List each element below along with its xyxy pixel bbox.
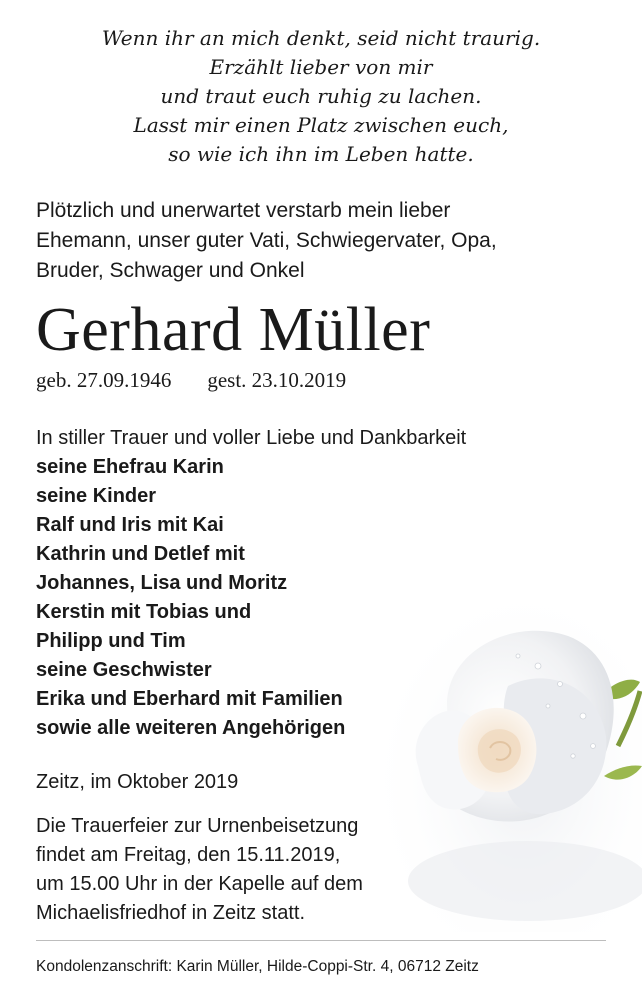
mourner-line: Kathrin und Detlef mit (36, 543, 245, 565)
condolence-address: Kondolenzanschrift: Karin Müller, Hilde-Coppi-Str. 4, 06712 Zeitz (36, 958, 479, 975)
announcement-line: Bruder, Schwager und Onkel (36, 259, 305, 282)
poem-line: Lasst mir einen Platz zwischen euch, (133, 113, 509, 137)
mourner-line: Ralf und Iris mit Kai (36, 514, 224, 536)
mourners-intro: In stiller Trauer und voller Liebe und Dankbarkeit (36, 427, 467, 449)
funeral-line: Die Trauerfeier zur Urnenbeisetzung (36, 815, 359, 837)
divider (36, 940, 606, 941)
funeral-line: um 15.00 Uhr in der Kapelle auf dem (36, 873, 363, 895)
death-date: gest. 23.10.2019 (207, 368, 347, 392)
place-and-date: Zeitz, im Oktober 2019 (36, 771, 239, 793)
mourner-line: Johannes, Lisa und Moritz (36, 572, 288, 594)
poem-line: Erzählt lieber von mir (209, 55, 433, 79)
poem-line: so wie ich ihn im Leben hatte. (168, 142, 474, 166)
mourner-line: seine Ehefrau Karin (36, 456, 224, 478)
mourners-list (36, 424, 596, 743)
poem-line: Wenn ihr an mich denkt, seid nicht traurig. (101, 26, 541, 50)
funeral-line: Michaelisfriedhof in Zeitz statt. (36, 902, 305, 924)
mourner-line: seine Kinder (36, 485, 157, 507)
deceased-name: Gerhard Müller (36, 296, 431, 364)
announcement-line: Ehemann, unser guter Vati, Schwiegervater, Opa, (36, 229, 497, 252)
mourner-line: sowie alle weiteren Angehörigen (36, 717, 346, 739)
poem-line: und traut euch ruhig zu lachen. (160, 84, 482, 108)
mourner-line: Kerstin mit Tobias und (36, 601, 252, 623)
mourner-line: Erika und Eberhard mit Familien (36, 688, 343, 710)
funeral-details (36, 812, 363, 928)
poem (0, 24, 642, 169)
birth-date: geb. 27.09.1946 (36, 368, 172, 392)
funeral-line: findet am Freitag, den 15.11.2019, (36, 844, 341, 866)
mourner-line: seine Geschwister (36, 659, 212, 681)
announcement-line: Plötzlich und unerwartet verstarb mein lieber (36, 199, 451, 222)
life-dates (36, 366, 346, 394)
death-announcement (36, 196, 626, 286)
mourner-line: Philipp und Tim (36, 630, 186, 652)
